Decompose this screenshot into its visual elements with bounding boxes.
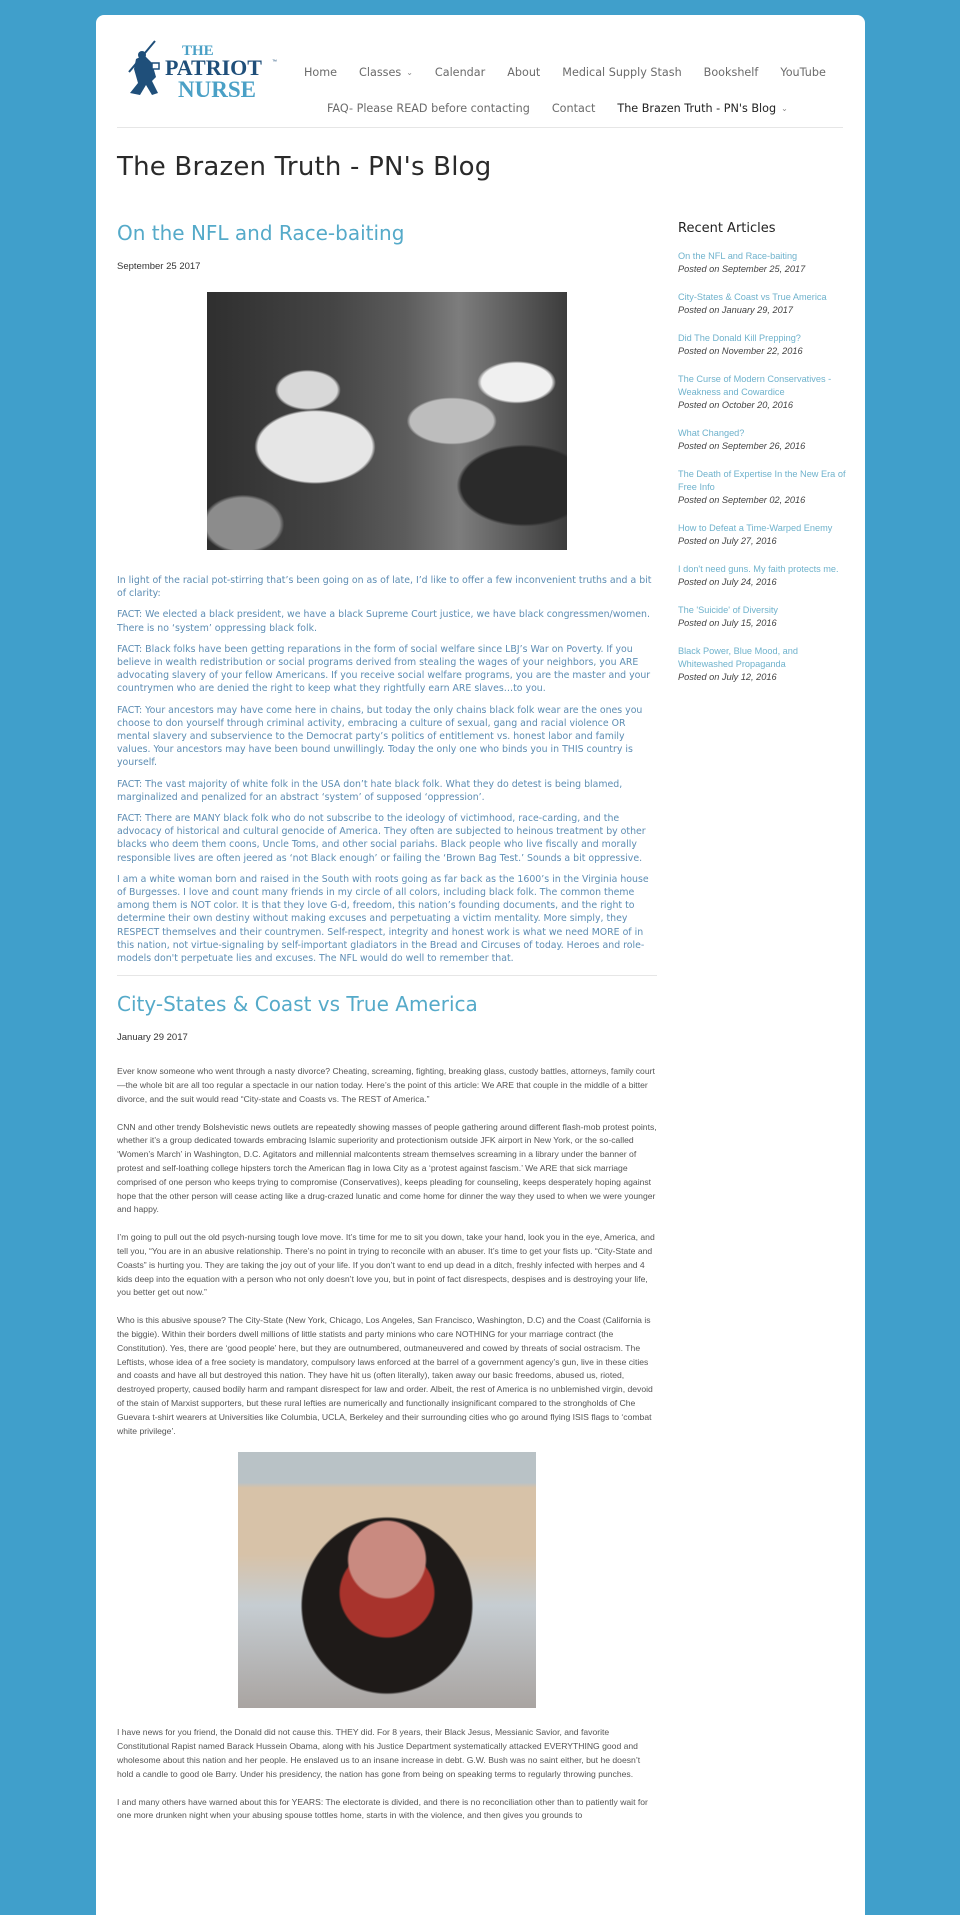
post-image-container	[117, 1452, 657, 1712]
svg-text:PATRIOT: PATRIOT	[165, 55, 262, 80]
recent-article-date: Posted on October 20, 2016	[678, 400, 793, 410]
minuteman-nurse-logo-icon	[122, 37, 282, 105]
post-paragraph: FACT: Your ancestors may have come here in chains, but today the only chains black folk wear are the ones you choose to don yourself through criminal activity, embracing a culture of sexual, gang and racial violence OR mental slavery and subservience to the Democrat party’s politics of entitlement vs. honest labor and family values. Your ancestors may have been bound unwillingly. Today the only one who binds you in THIS country is yourself.	[117, 704, 643, 769]
post-paragraph: FACT: Black folks have been getting reparations in the form of social welfare since LBJ’s War on Poverty. If you believe in wealth redistribution or social programs derived from stealing the wages of your neighbors, you ARE advocating slavery of your fellow Americans. If you receive social welfare programs, you are the master and your countrymen who are denied the right to keep what they rightfully earn ARE slaves…to you.	[117, 643, 651, 695]
recent-article-date: Posted on September 02, 2016	[678, 495, 806, 505]
blog-post	[117, 221, 657, 965]
post-paragraph: I have news for you friend, the Donald did not cause this. THEY did. For 8 years, their Black Jesus, Messianic Savior, and favorite Constitutional Rapist named Barack Hussein Obama, along with his Justice Department systematically attacked EVERYTHING good and wholesome about this nation and her people. He enslaved us to an insane increase in debt. G.W. Bush was no saint either, but he doesn’t hold a candle to good ole Barry. Under his presidency, the nation has gone from being on speaking terms to regularly throwing punches.	[117, 1727, 641, 1779]
recent-article-item	[678, 332, 848, 358]
nav-about[interactable]: About	[507, 66, 541, 79]
nav-youtube[interactable]: YouTube	[780, 66, 826, 79]
recent-article-item	[678, 250, 848, 276]
recent-article-item	[678, 645, 848, 684]
post-body	[117, 1065, 657, 1438]
recent-article-link[interactable]: The Death of Expertise In the New Era of Free Info	[678, 469, 846, 492]
nav-faq[interactable]: FAQ- Please READ before contacting	[327, 102, 530, 115]
post-date: January 29 2017	[117, 1032, 188, 1044]
recent-article-date: Posted on January 29, 2017	[678, 305, 793, 315]
recent-article-link[interactable]: I don't need guns. My faith protects me.	[678, 564, 839, 574]
blog-main-column	[117, 221, 657, 1837]
recent-article-item	[678, 522, 848, 548]
post-title-link[interactable]: City-States & Coast vs True America	[117, 992, 478, 1017]
post-body	[117, 574, 657, 965]
main-nav-row-1	[304, 66, 848, 79]
recent-article-link[interactable]: How to Defeat a Time-Warped Enemy	[678, 523, 833, 533]
recent-article-item	[678, 373, 848, 412]
post-image	[238, 1452, 536, 1708]
recent-article-link[interactable]: On the NFL and Race-baiting	[678, 251, 798, 261]
recent-article-link[interactable]: Did The Donald Kill Prepping?	[678, 333, 801, 343]
chevron-down-icon: ⌄	[406, 68, 413, 77]
recent-article-item	[678, 468, 848, 507]
post-paragraph: CNN and other trendy Bolshevistic news outlets are repeatedly showing masses of people gathering around different flash-mob protest points, whether it’s a group dedicated towards embracing Islamic superiority and protectionism outside JFK airport in New York, or the so-called ‘Women’s March’ in Washington, D.C. Agitators and millennial malcontents stream themselves screaming in a library under the banner of protest and self-loathing college hipsters torch the American flag in Iowa City as a ‘protest against fascism.’ We ARE that sick marriage comprised of one person who keeps trying to compromise (Conservatives), keeps pleading for counseling, keeps desperately hoping against hope that the other person will cease acting like a drug-crazed lunatic and come home for dinner the way they used to when we were younger and happy.	[117, 1121, 657, 1215]
post-divider	[117, 975, 657, 976]
post-paragraph: I’m going to pull out the old psych-nursing tough love move. It’s time for me to sit you down, take your hand, look you in the eye, America, and tell you, “You are in an abusive relationship. There’s no point in trying to reconcile with an abuser. It’s time to get your fists up. “City-State and Coasts” is hurting you. They are taking the joy out of your life. If you don’t want to end up dead in a ditch, freshly infected with herpes and 4 kids deep into the equation with a person who not only doesn’t love you, but in point of fact disrespects, despises and is destroying your life, you better get out now.”	[117, 1232, 655, 1298]
post-paragraph: FACT: We elected a black president, we have a black Supreme Court justice, we have black congressmen/women. There is no ‘system’ oppressing black folk.	[117, 609, 650, 634]
nav-medical-supply-stash[interactable]: Medical Supply Stash	[562, 66, 682, 79]
post-paragraph: FACT: The vast majority of white folk in the USA don’t hate black folk. What they do detest is being blamed, marginalized and penalized for an abstract ‘system’ of supposed ‘oppression’.	[117, 778, 623, 803]
blog-post	[117, 992, 657, 1823]
recent-article-date: Posted on September 26, 2016	[678, 441, 806, 451]
page-card	[96, 15, 865, 1915]
recent-article-link[interactable]: City-States & Coast vs True America	[678, 292, 827, 302]
nav-classes-label: Classes	[359, 66, 402, 79]
svg-text:™: ™	[272, 59, 277, 65]
nav-calendar[interactable]: Calendar	[434, 66, 486, 79]
post-paragraph: Who is this abusive spouse? The City-State (New York, Chicago, Los Angeles, San Francisco, Washington, D.C) and the Coast (California is the biggie). Within their borders dwell millions of little statists and party minions who care NOTHING for your marriage contract (the Constitution). Yes, there are ‘good people’ here, but they are outnumbered, outmaneuvered and cowed by threats of social ostracism. The Leftists, whose idea of a free society is mandatory, compulsory laws enforced at the barrel of a government agency’s gun, live in these cities and coasts and have all but destroyed this nation. They have hit us (often literally), taken away our basic freedoms, abused us, rioted, destroyed property, caused bodily harm and rampant disrespect for law and order. Albeit, the rest of America is no unblemished virgin, devoid of the stain of Marxist supporters, but these rural lefties are numerically and functionally insignificant compared to the strongholds of Che Guevara t-shirt wearers at Universities like Columbia, UCLA, Berkeley and their surrounding cities who go around flying ISIS flags to ‘combat white privilege’.	[117, 1315, 653, 1436]
post-image	[207, 292, 567, 550]
sidebar-recent-articles	[678, 221, 848, 699]
nav-blog-label: The Brazen Truth - PN's Blog	[617, 102, 777, 115]
recent-article-date: Posted on July 27, 2016	[678, 536, 777, 546]
recent-article-link[interactable]: Black Power, Blue Mood, and Whitewashed Propaganda	[678, 646, 799, 669]
recent-article-item	[678, 604, 848, 630]
recent-article-link[interactable]: The 'Suicide' of Diversity	[678, 605, 779, 615]
header-divider	[117, 127, 843, 128]
nav-bookshelf[interactable]: Bookshelf	[703, 66, 759, 79]
recent-article-date: Posted on July 24, 2016	[678, 577, 777, 587]
nav-contact[interactable]: Contact	[551, 102, 596, 115]
nav-classes[interactable]	[359, 66, 413, 79]
site-logo[interactable]	[122, 37, 282, 105]
post-paragraph: I and many others have warned about this for YEARS: The electorate is divided, and there is no reconciliation other than to patiently wait for one more drunken night when your abusing spouse tottles home, starts in with the violence, and then gives you grounds to	[117, 1796, 648, 1821]
post-paragraph: FACT: There are MANY black folk who do not subscribe to the ideology of victimhood, race-carding, and the advocacy of historical and cultural genocide of America. They often are subjected to heinous treatment by other blacks who deem them coons, Uncle Toms, and other social pariahs. Black people who live fiscally and morally responsible lives are often jeered as ‘not Black enough’ or failing the ‘Brown Bag Test.’ Sounds a bit oppressive.	[117, 813, 646, 864]
recent-article-date: Posted on July 12, 2016	[678, 672, 777, 682]
post-title-link[interactable]: On the NFL and Race-baiting	[117, 221, 405, 245]
nav-blog[interactable]	[617, 102, 787, 115]
svg-text:NURSE: NURSE	[178, 77, 256, 102]
main-nav-row-2	[327, 102, 810, 115]
post-body-continued	[117, 1726, 657, 1823]
recent-article-date: Posted on July 15, 2016	[678, 618, 777, 628]
recent-article-item	[678, 291, 848, 317]
recent-article-link[interactable]: What Changed?	[678, 428, 745, 438]
nav-home[interactable]: Home	[304, 66, 338, 79]
post-image-container	[117, 292, 657, 554]
svg-text:THE: THE	[182, 43, 214, 59]
page-title: The Brazen Truth - PN's Blog	[117, 152, 492, 182]
sidebar-title: Recent Articles	[678, 221, 776, 236]
recent-article-date: Posted on September 25, 2017	[678, 264, 806, 274]
post-paragraph: In light of the racial pot-stirring that’s been going on as of late, I’d like to offer a few inconvenient truths and a bit of clarity:	[117, 575, 652, 600]
recent-article-item	[678, 563, 848, 589]
post-date: September 25 2017	[117, 261, 201, 272]
post-paragraph: Ever know someone who went through a nasty divorce? Cheating, screaming, fighting, breaking glass, custody battles, attorneys, family court—the whole bit are all too regular a spectacle in our nation today. Here’s the point of this article: We ARE that couple in the middle of a bitter divorce, and the suit would read “City-state and Coasts vs. The REST of America.”	[117, 1066, 655, 1104]
recent-article-link[interactable]: The Curse of Modern Conservatives - Weakness and Cowardice	[678, 374, 832, 397]
recent-article-date: Posted on November 22, 2016	[678, 346, 803, 356]
recent-article-item	[678, 427, 848, 453]
chevron-down-icon: ⌄	[781, 104, 788, 113]
post-paragraph: I am a white woman born and raised in the South with roots going as far back as the 1600’s in the Virginia house of Burgesses. I love and count many friends in my circle of all colors, including black folk. The common theme among them is NOT color. It is that they love G-d, freedom, this nation’s founding documents, and the right to determine their own destiny without making excuses and perpetuating a victim mentality. More simply, they RESPECT themselves and their countrymen. Self-respect, integrity and honest work is what we need MORE of in this nation, not virtue-signaling by self-important gladiators in the Bread and Circuses of today. Heroes and role-models don't perpetuate lies and excuses. The NFL would do well to remember that.	[117, 873, 649, 965]
